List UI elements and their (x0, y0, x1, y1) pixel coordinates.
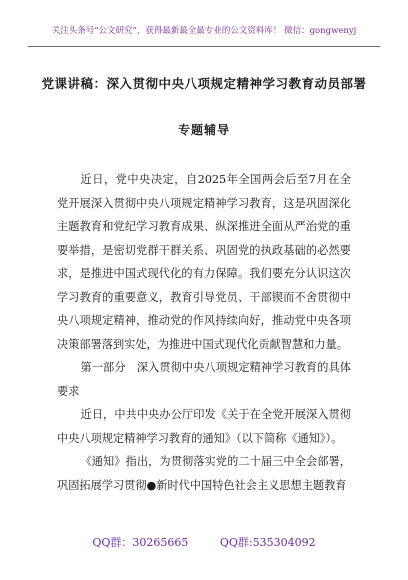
page-footer (0, 534, 408, 550)
paragraph: 《通知》指出，为贯彻落实党的二十届三中全会部署，巩固拓展学习贯彻●新时代中国特色社会主义思想主题教育 (57, 455, 351, 492)
section-heading: 第一部分 深入贯彻中央八项规定精神学习教育的具体要求 (57, 361, 351, 398)
header-divider (28, 46, 380, 47)
document-subtitle: 专题辅导 (177, 123, 230, 137)
document-title: 党课讲稿：深入贯彻中央八项规定精神学习教育动员部署 (41, 76, 367, 91)
document-body (57, 168, 351, 497)
qq-group-2: QQ群:535304092 (219, 536, 316, 549)
paragraph: 近日，中共中央办公厅印发《关于在全党开展深入贯彻中央八项规定精神学习教育的通知》（以下简称《通知》）。 (57, 408, 351, 445)
page-header: 关注头条号“公文研究”，获得最新最全最专业的公文资料库！ 微信：gongwenyj (51, 26, 357, 36)
qq-group-1: QQ群：30265665 (92, 536, 189, 549)
paragraph: 近日，党中央决定，自2025年全国两会后至7月在全党开展深入贯彻中央八项规定精神学习教育，这是巩固深化主题教育和党纪学习教育成果、纵深推进全面从严治党的重要举措，是密切党群干群关系、巩固党的执政基础的必然要求，是推进中国式现代化的有力保障。我们要充分认识这次学习教育的重要意义，教育引导党员、干部锲而不舍贯彻中央八项规定精神，推动党的作风持续向好，推动党中央各项决策部署落到实处，为推进中国式现代化贡献智慧和力量。 (57, 173, 351, 351)
